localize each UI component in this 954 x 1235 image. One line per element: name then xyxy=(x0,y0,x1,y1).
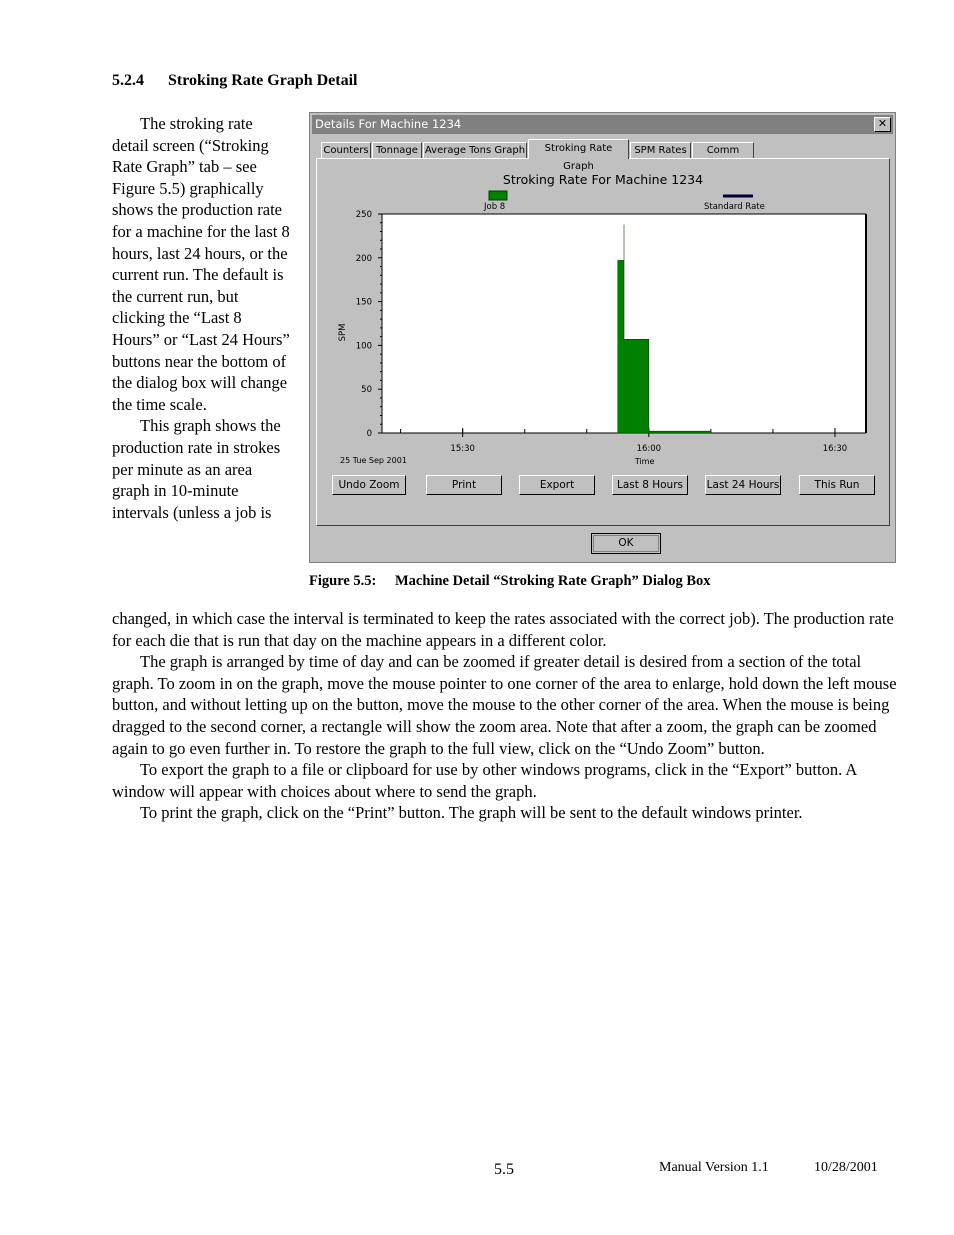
paragraph: To export the graph to a file or clipboard for use by other windows programs, click in the “Export” button. A window will appear with choices about where to send the graph. xyxy=(112,760,857,801)
tab-average-tons-graph[interactable]: Average Tons Graph xyxy=(423,142,527,158)
paragraph: changed, in which case the interval is terminated to keep the rates associated with the correct job). The production rate for each die that is run that day on the machine appears in a different color. xyxy=(112,609,894,650)
section-heading xyxy=(112,72,357,90)
paragraph: To print the graph, click on the “Print” button. The graph will be sent to the default windows printer. xyxy=(140,803,803,823)
export-button[interactable]: Export xyxy=(519,475,595,495)
y-tick-label: 0 xyxy=(366,429,372,439)
y-axis-label: SPM xyxy=(338,323,348,342)
close-icon[interactable]: ✕ xyxy=(874,117,891,132)
machine-details-dialog xyxy=(309,112,896,563)
dialog-title: Details For Machine 1234 xyxy=(315,117,462,131)
paragraph: The graph is arranged by time of day and can be zoomed if greater detail is desired from a section of the total graph. To zoom in on the graph, move the mouse pointer to one corner of the area to enlarge, hold down the left mouse button, and without letting up on the button, move the mouse to the other corner of the area. When the mouse is being dragged to the second corner, a rectangle will show the zoom area. Note that after a zoom, the graph can be zoomed again to go even further in. To restore the graph to the full view, click on the “Undo Zoom” button. xyxy=(112,652,897,758)
x-axis-label: Time xyxy=(634,457,655,466)
print-button[interactable]: Print xyxy=(426,475,502,495)
legend-label-job: Job 8 xyxy=(484,202,506,212)
undo-zoom-button[interactable]: Undo Zoom xyxy=(332,475,406,495)
dialog-titlebar xyxy=(312,115,893,134)
manual-date: 10/28/2001 xyxy=(814,1160,878,1175)
tab-panel xyxy=(316,158,890,526)
y-tick-label: 150 xyxy=(355,297,372,308)
chart-area xyxy=(320,162,886,520)
figure-label: Figure 5.5: xyxy=(309,573,377,589)
section-title: Stroking Rate Graph Detail xyxy=(168,72,358,89)
figure-caption-text: Machine Detail “Stroking Rate Graph” Dialog Box xyxy=(395,573,711,589)
manual-version: Manual Version 1.1 xyxy=(659,1160,769,1175)
tab-tonnage[interactable]: Tonnage xyxy=(372,142,422,158)
tab-spm-rates[interactable]: SPM Rates xyxy=(630,142,691,158)
last-24-hours-button[interactable]: Last 24 Hours xyxy=(705,475,781,495)
figure-caption xyxy=(309,573,711,590)
tab-comm-stats[interactable]: Comm xyxy=(692,142,754,158)
y-tick-label: 200 xyxy=(355,253,372,264)
x-tick-label: 16:30 xyxy=(822,444,848,454)
x-tick-label: 16:00 xyxy=(636,444,662,454)
wrapped-text-column xyxy=(112,113,292,523)
paragraph: This graph shows the production rate in strokes per minute as an area graph in 10-minute intervals (unless a job is xyxy=(112,416,281,522)
y-tick-label: 50 xyxy=(361,385,372,396)
last-8-hours-button[interactable]: Last 8 Hours xyxy=(612,475,688,495)
this-run-button[interactable]: This Run xyxy=(799,475,875,495)
x-tick-label: 15:30 xyxy=(450,444,475,454)
page-number: 5.5 xyxy=(494,1161,514,1178)
date-label: 25 Tue Sep 2001 xyxy=(340,456,407,465)
y-tick-label: 250 xyxy=(355,210,372,220)
body-text xyxy=(112,608,902,824)
stroking-rate-chart[interactable] xyxy=(320,162,886,520)
section-number: 5.2.4 xyxy=(112,72,144,89)
tab-counters[interactable]: Counters xyxy=(321,142,371,158)
legend-swatch-job xyxy=(489,191,507,200)
paragraph: The stroking rate detail screen (“Stroking Rate Graph” tab – see Figure 5.5) graphically shows the production rate for a machine for the last 8 hours, last 24 hours, or the current run. The default is the current run, but clicking the “Last 8 Hours” or “Last 24 Hours” buttons near the bottom of the dialog box will change the time scale. xyxy=(112,114,290,414)
ok-button[interactable]: OK xyxy=(591,533,661,554)
chart-title: Stroking Rate For Machine 1234 xyxy=(502,172,704,187)
tab-stroking-rate-graph[interactable]: Stroking Rate Graph xyxy=(528,139,629,159)
legend-label-standard: Standard Rate xyxy=(704,202,765,212)
y-tick-label: 100 xyxy=(355,341,372,352)
